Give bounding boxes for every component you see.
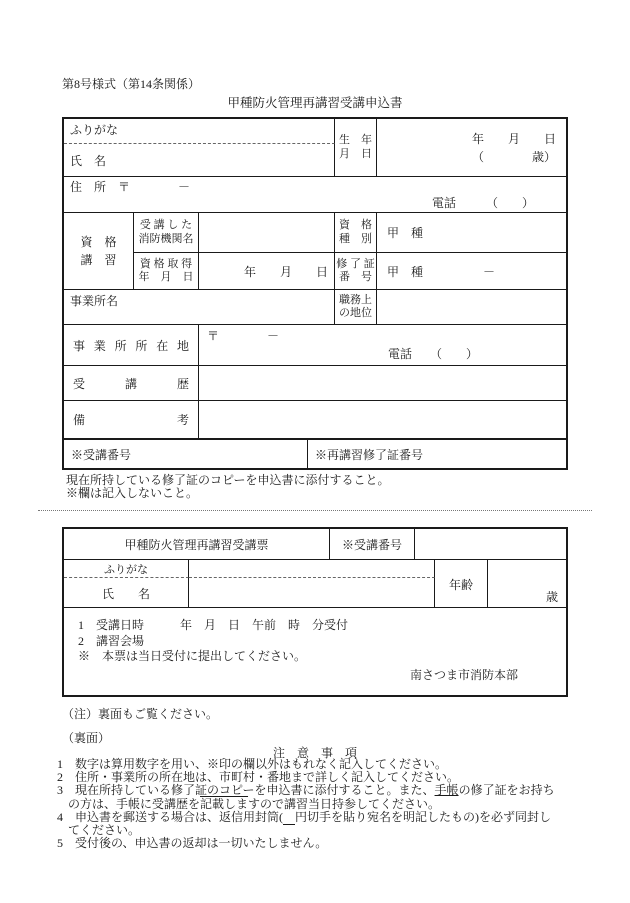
certificate-number-value: 甲 種 －: [377, 253, 566, 290]
cert-label-line1: 修 了 証: [336, 257, 375, 270]
ticket-furigana-label: ふりがな: [64, 560, 189, 578]
position-label-line1: 職務上: [339, 293, 372, 306]
ticket-line-submit: ※ 本票は当日受付に提出してください。: [78, 649, 307, 663]
birthdate-label-line1: 生 年: [339, 134, 372, 146]
page-title: 甲種防火管理再講習受講申込書: [227, 96, 403, 110]
see-back-note: （注）裏面もご覧ください。: [62, 707, 219, 721]
caution-item-2: 2 住所・事業所の所在地は、市町村・番地まで詳しく記入してください。: [57, 770, 460, 785]
ticket-age-unit: 歳: [545, 590, 558, 604]
application-number-label: ※受講番号: [64, 440, 308, 468]
recert-number-label: ※再講習修了証番号: [315, 447, 424, 462]
qual-type-value: 甲 種: [377, 213, 566, 253]
qual-type-label-line1: 資 格: [339, 219, 372, 231]
ticket-info-block: [64, 608, 566, 695]
cert-label-line2: 番 号: [339, 271, 372, 283]
ticket-table: [62, 527, 568, 697]
caution-item-5: 5 受付後の、申込書の返却は一切いたしません。: [57, 836, 328, 851]
cautions-heading: 注 意 事 項: [272, 746, 357, 760]
office-address-postal: 〒 －: [207, 329, 280, 343]
remarks-value: [199, 401, 566, 438]
office-name-label: 事業所名: [64, 290, 335, 325]
fire-agency-value: [199, 213, 335, 253]
caution-3-number: 3: [57, 783, 76, 798]
birthdate-label: [335, 119, 377, 177]
ticket-name-row: [64, 560, 566, 608]
ticket-name-label: 氏 名: [64, 578, 189, 608]
caution-3-underlined-word: 手帳: [434, 783, 459, 798]
back-side-label: （裏面）: [62, 731, 111, 745]
qual-type-label-line2: 種 別: [339, 232, 372, 245]
form-number: 第8号様式（第14条関係）: [62, 77, 201, 91]
caution-item-3: [57, 784, 555, 810]
address-label: 住 所 〒 －: [70, 179, 191, 194]
acquisition-date-label: [134, 253, 199, 290]
agency-label-line2: 消防機関名: [138, 232, 194, 245]
office-address-phone: 電話 （ ）: [387, 347, 478, 361]
acq-label-line1: 資 格 取 得: [139, 257, 193, 270]
acquisition-date-value: 年 月 日: [199, 253, 335, 290]
agency-label-line1: 受 講 し た: [139, 219, 193, 231]
acq-label-line2: 年 月 日: [138, 271, 194, 283]
application-table: [62, 117, 568, 440]
application-note-2: ※欄は記入しないこと。: [66, 486, 199, 500]
address-phone: 電話 （ ）: [431, 195, 534, 210]
application-notes: [66, 474, 390, 500]
remarks-label: 備 考: [64, 401, 199, 438]
caution-item-4: [57, 811, 555, 837]
office-use-row: [62, 438, 568, 470]
ticket-organization: 南さつま市消防本部: [409, 667, 518, 682]
caution-3-text-mid: の修了証をお持ちの方は、手帳に受講歴を: [68, 783, 555, 811]
name-label: 氏 名: [64, 144, 335, 177]
qual-type-label: [335, 213, 377, 253]
ticket-name-value: [189, 578, 435, 608]
position-label: [335, 290, 377, 325]
ticket-application-number-value: [415, 529, 566, 559]
ticket-header-row: [64, 529, 566, 560]
application-note-1: 現在所持している修了証のコピーを申込書に添付すること。: [66, 473, 390, 487]
caution-3-text: 現在所持している修了証のコピーを申込書に添付すること。また、: [75, 783, 435, 798]
qual-label-line2: 講 習: [80, 253, 117, 267]
birthdate-ymd: 年 月 日: [471, 131, 556, 146]
cautions-list: [57, 758, 555, 850]
course-history-value: [199, 366, 566, 401]
ticket-line-venue: 2 講習会場: [78, 633, 145, 648]
ticket-age-label: 年齢: [435, 560, 488, 608]
office-address-label: 事 業 所 所 在 地: [64, 325, 199, 366]
cut-line: [38, 510, 592, 511]
birthdate-age: （ 歳）: [471, 149, 556, 164]
address-cell: [64, 177, 566, 213]
caution-item-1: 1 数字は算用数字を用い、※印の欄以外はもれなく記入してください。: [57, 757, 448, 771]
office-address-cell: [199, 325, 566, 366]
ticket-line-datetime: 1 受講日時 年 月 日 午前 時 分受付: [78, 618, 349, 632]
birthdate-label-line2: 月 日: [339, 147, 372, 160]
caution-4-text-end: 円切手を貼り宛名を明記したもの)を必ず同封してください。: [68, 809, 552, 838]
qualification-course-label: [64, 213, 134, 290]
qual-label-line1: 資 格: [80, 235, 117, 249]
ticket-application-number-label: ※受講番号: [330, 529, 415, 559]
furigana-label: ふりがな: [64, 119, 335, 144]
birthdate-value-cell: [377, 119, 566, 177]
ticket-furigana-value: [189, 560, 435, 578]
ticket-title: 甲種防火管理再講習受講票: [64, 529, 330, 559]
certificate-number-label: [335, 253, 377, 290]
fire-agency-label: [134, 213, 199, 253]
caution-3-marked-word: 記載しま: [200, 796, 249, 811]
position-value: [377, 290, 566, 325]
caution-3-text-end: すので講習当日持参してください。: [248, 796, 441, 811]
position-label-line2: の地位: [339, 307, 372, 319]
course-history-label: 受 講 歴: [64, 366, 199, 401]
caution-4-blank-field: [283, 810, 295, 825]
caution-4-text: 4 申込書を郵送する場合は、返信用封筒(: [57, 809, 283, 824]
